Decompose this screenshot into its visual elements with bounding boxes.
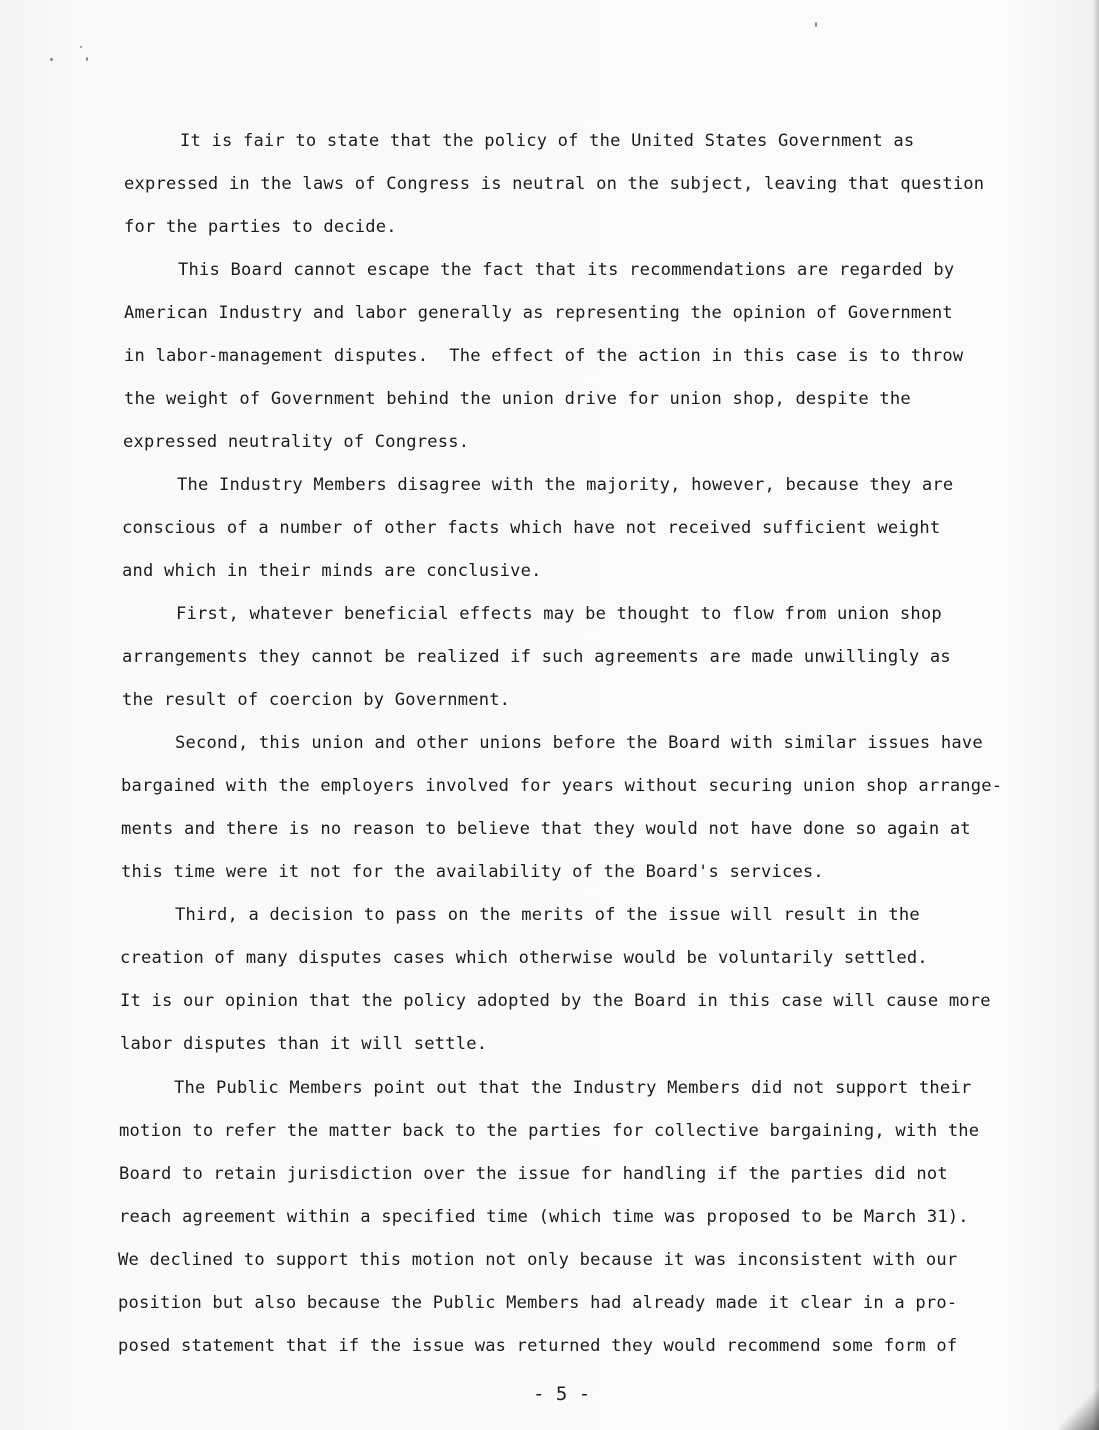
- text-line: the weight of Government behind the union drive for union shop, despite the: [124, 389, 911, 409]
- text-line: The Public Members point out that the Industry Members did not support their: [174, 1078, 972, 1098]
- text-line: creation of many disputes cases which otherwise would be voluntarily settled.: [120, 948, 928, 968]
- text-line: expressed neutrality of Congress.: [123, 432, 470, 452]
- text-line: reach agreement within a specified time (which time was proposed to be March 31).: [119, 1207, 969, 1227]
- scan-speck: [86, 57, 88, 61]
- text-line: It is fair to state that the policy of the United States Government as: [180, 131, 915, 151]
- text-line: expressed in the laws of Congress is neutral on the subject, leaving that question: [124, 174, 985, 194]
- text-line: in labor-management disputes. The effect of the action in this case is to throw: [124, 346, 964, 366]
- text-line: posed statement that if the issue was returned they would recommend some form of: [118, 1336, 958, 1356]
- text-line: position but also because the Public Members had already made it clear in a pro-: [118, 1293, 958, 1313]
- text-line: the result of coercion by Government.: [122, 690, 511, 710]
- text-line: motion to refer the matter back to the parties for collective bargaining, with the: [119, 1121, 980, 1141]
- page-edge-shadow: [1093, 0, 1099, 1430]
- text-line: The Industry Members disagree with the majority, however, because they are: [177, 475, 954, 495]
- text-line: conscious of a number of other facts which have not received sufficient weight: [122, 518, 941, 538]
- text-line: bargained with the employers involved for years without securing union shop arrange-: [121, 776, 1003, 796]
- page-corner-shadow: [1059, 1380, 1099, 1430]
- text-line: Board to retain jurisdiction over the issue for handling if the parties did not: [119, 1164, 948, 1184]
- page-number: - 5 -: [533, 1383, 591, 1405]
- text-line: labor disputes than it will settle.: [120, 1034, 488, 1054]
- text-line: Second, this union and other unions before the Board with similar issues have: [175, 733, 983, 753]
- scan-speck: [80, 46, 82, 48]
- scan-speck: [50, 58, 53, 61]
- scan-speck: [815, 22, 817, 27]
- text-line: this time were it not for the availability of the Board's services.: [121, 862, 824, 882]
- text-line: We declined to support this motion not only because it was inconsistent with our: [118, 1250, 958, 1270]
- text-line: Third, a decision to pass on the merits of the issue will result in the: [175, 905, 920, 925]
- text-line: It is our opinion that the policy adopted by the Board in this case will cause more: [120, 991, 991, 1011]
- text-line: ments and there is no reason to believe that they would not have done so again at: [121, 819, 971, 839]
- text-line: American Industry and labor generally as representing the opinion of Government: [124, 303, 953, 323]
- text-line: for the parties to decide.: [124, 217, 397, 237]
- text-line: This Board cannot escape the fact that its recommendations are regarded by: [178, 260, 955, 280]
- text-line: arrangements they cannot be realized if such agreements are made unwillingly as: [122, 647, 951, 667]
- text-line: First, whatever beneficial effects may be thought to flow from union shop: [176, 604, 942, 624]
- text-line: and which in their minds are conclusive.: [122, 561, 542, 581]
